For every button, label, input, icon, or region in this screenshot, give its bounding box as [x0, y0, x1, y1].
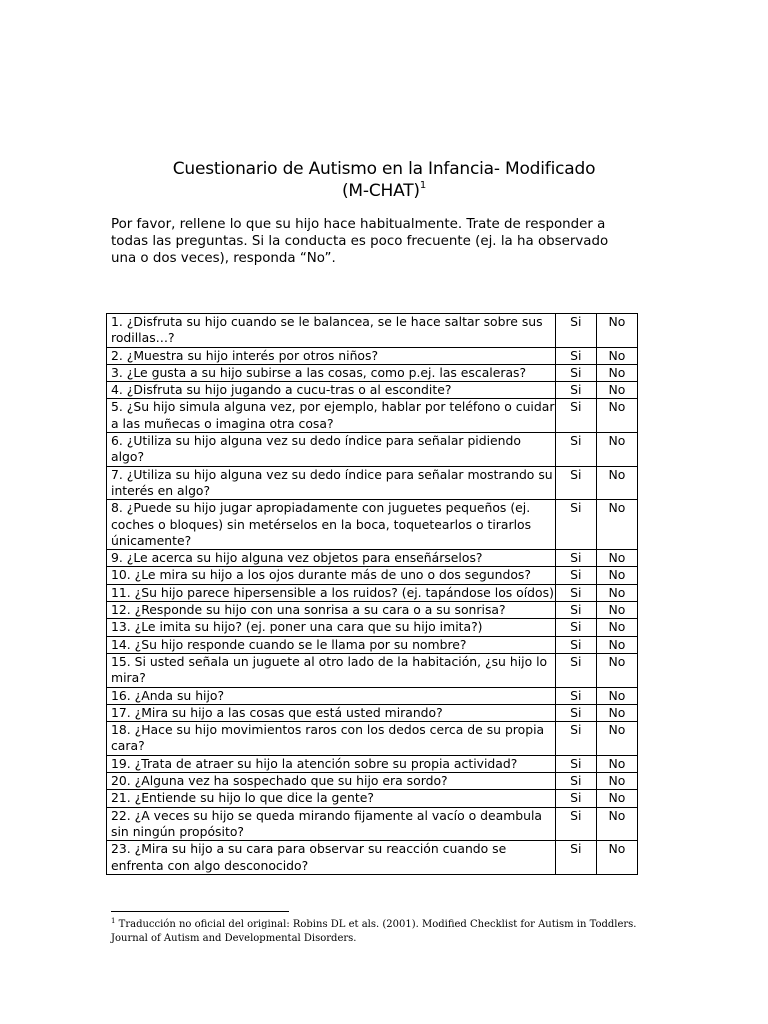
answer-no-option[interactable]: No: [596, 755, 637, 772]
answer-no-option[interactable]: No: [596, 550, 637, 567]
question-row: [107, 433, 638, 467]
answer-yes-option[interactable]: Si: [555, 550, 596, 567]
answer-no-option[interactable]: No: [596, 687, 637, 704]
answer-no-option[interactable]: No: [596, 382, 637, 399]
question-text: 13. ¿Le imita su hijo? (ej. poner una cara que su hijo imita?): [107, 619, 556, 636]
answer-yes-option[interactable]: Si: [555, 567, 596, 584]
question-text: 18. ¿Hace su hijo movimientos raros con los dedos cerca de su propia cara?: [107, 722, 556, 756]
answer-no-option[interactable]: No: [596, 364, 637, 381]
answer-yes-option[interactable]: Si: [555, 790, 596, 807]
question-row: [107, 466, 638, 500]
answer-yes-option[interactable]: Si: [555, 500, 596, 550]
answer-no-option[interactable]: No: [596, 347, 637, 364]
answer-yes-option[interactable]: Si: [555, 466, 596, 500]
answer-yes-option[interactable]: Si: [555, 807, 596, 841]
question-row: [107, 567, 638, 584]
question-row: [107, 755, 638, 772]
question-text: 2. ¿Muestra su hijo interés por otros niños?: [107, 347, 556, 364]
question-row: [107, 653, 638, 687]
answer-no-option[interactable]: No: [596, 773, 637, 790]
answer-no-option[interactable]: No: [596, 704, 637, 721]
title-line-2: [0, 180, 768, 202]
question-text: 12. ¿Responde su hijo con una sonrisa a su cara o a su sonrisa?: [107, 602, 556, 619]
answer-yes-option[interactable]: Si: [555, 687, 596, 704]
answer-yes-option[interactable]: Si: [555, 382, 596, 399]
question-text: 16. ¿Anda su hijo?: [107, 687, 556, 704]
footnote-divider: [111, 911, 289, 912]
question-row: [107, 347, 638, 364]
question-text: 5. ¿Su hijo simula alguna vez, por ejemplo, hablar por teléfono o cuidar a las muñecas o imagina otra cosa?: [107, 399, 556, 433]
instructions: Por favor, rellene lo que su hijo hace habitualmente. Trate de responder a todas las preguntas. Si la conducta es poco frecuente (ej. la ha observado una o dos veces), responda “No”.: [111, 217, 609, 266]
questionnaire-body: [107, 314, 638, 875]
answer-yes-option[interactable]: Si: [555, 722, 596, 756]
answer-yes-option[interactable]: Si: [555, 773, 596, 790]
question-text: 8. ¿Puede su hijo jugar apropiadamente con juguetes pequeños (ej. coches o bloques) sin metérselos en la boca, toquetearlos o tirarlos únicamente?: [107, 500, 556, 550]
answer-no-option[interactable]: No: [596, 653, 637, 687]
answer-no-option[interactable]: No: [596, 314, 637, 348]
answer-yes-option[interactable]: Si: [555, 584, 596, 601]
question-text: 10. ¿Le mira su hijo a los ojos durante más de uno o dos segundos?: [107, 567, 556, 584]
footnote-ref: 1: [111, 917, 116, 925]
question-row: [107, 619, 638, 636]
answer-no-option[interactable]: No: [596, 567, 637, 584]
question-row: [107, 687, 638, 704]
question-row: [107, 722, 638, 756]
footnote-marker: 1: [419, 180, 426, 191]
question-row: [107, 364, 638, 381]
answer-yes-option[interactable]: Si: [555, 755, 596, 772]
answer-no-option[interactable]: No: [596, 790, 637, 807]
answer-yes-option[interactable]: Si: [555, 602, 596, 619]
question-row: [107, 550, 638, 567]
answer-no-option[interactable]: No: [596, 722, 637, 756]
answer-yes-option[interactable]: Si: [555, 636, 596, 653]
question-row: [107, 382, 638, 399]
question-row: [107, 773, 638, 790]
answer-yes-option[interactable]: Si: [555, 841, 596, 875]
question-text: 7. ¿Utiliza su hijo alguna vez su dedo índice para señalar mostrando su interés en algo?: [107, 466, 556, 500]
answer-yes-option[interactable]: Si: [555, 433, 596, 467]
answer-no-option[interactable]: No: [596, 466, 637, 500]
title-acronym: (M-CHAT): [342, 181, 420, 201]
question-row: [107, 399, 638, 433]
answer-yes-option[interactable]: Si: [555, 399, 596, 433]
question-row: [107, 636, 638, 653]
questionnaire-table: [106, 313, 638, 875]
question-text: 6. ¿Utiliza su hijo alguna vez su dedo índice para señalar pidiendo algo?: [107, 433, 556, 467]
answer-yes-option[interactable]: Si: [555, 364, 596, 381]
answer-yes-option[interactable]: Si: [555, 704, 596, 721]
title-line-1: Cuestionario de Autismo en la Infancia- Modificado: [172, 159, 596, 179]
footnote-text: Traducción no oficial del original: Robins DL et als. (2001). Modified Checklist for Autism in Toddlers. Journal of Autism and Developmental Disorders.: [111, 919, 637, 944]
page-title: [0, 158, 768, 202]
question-row: [107, 314, 638, 348]
answer-no-option[interactable]: No: [596, 433, 637, 467]
question-text: 1. ¿Disfruta su hijo cuando se le balancea, se le hace saltar sobre sus rodillas…?: [107, 314, 556, 348]
question-row: [107, 790, 638, 807]
question-text: 9. ¿Le acerca su hijo alguna vez objetos para enseñárselos?: [107, 550, 556, 567]
question-row: [107, 584, 638, 601]
question-text: 3. ¿Le gusta a su hijo subirse a las cosas, como p.ej. las escaleras?: [107, 364, 556, 381]
question-row: [107, 704, 638, 721]
answer-yes-option[interactable]: Si: [555, 653, 596, 687]
answer-yes-option[interactable]: Si: [555, 347, 596, 364]
question-row: [107, 841, 638, 875]
question-text: 23. ¿Mira su hijo a su cara para observar su reacción cuando se enfrenta con algo desconocido?: [107, 841, 556, 875]
question-text: 17. ¿Mira su hijo a las cosas que está usted mirando?: [107, 704, 556, 721]
answer-no-option[interactable]: No: [596, 399, 637, 433]
question-row: [107, 807, 638, 841]
answer-no-option[interactable]: No: [596, 500, 637, 550]
answer-no-option[interactable]: No: [596, 619, 637, 636]
answer-no-option[interactable]: No: [596, 584, 637, 601]
answer-no-option[interactable]: No: [596, 807, 637, 841]
answer-no-option[interactable]: No: [596, 841, 637, 875]
answer-no-option[interactable]: No: [596, 636, 637, 653]
answer-yes-option[interactable]: Si: [555, 314, 596, 348]
question-text: 15. Si usted señala un juguete al otro lado de la habitación, ¿su hijo lo mira?: [107, 653, 556, 687]
question-text: 19. ¿Trata de atraer su hijo la atención sobre su propia actividad?: [107, 755, 556, 772]
question-row: [107, 602, 638, 619]
question-text: 4. ¿Disfruta su hijo jugando a cucu-tras o al escondite?: [107, 382, 556, 399]
question-text: 11. ¿Su hijo parece hipersensible a los ruidos? (ej. tapándose los oídos): [107, 584, 556, 601]
answer-yes-option[interactable]: Si: [555, 619, 596, 636]
question-text: 22. ¿A veces su hijo se queda mirando fijamente al vacío o deambula sin ningún propósito?: [107, 807, 556, 841]
answer-no-option[interactable]: No: [596, 602, 637, 619]
footnote: [111, 918, 651, 946]
question-text: 14. ¿Su hijo responde cuando se le llama por su nombre?: [107, 636, 556, 653]
question-text: 21. ¿Entiende su hijo lo que dice la gente?: [107, 790, 556, 807]
question-row: [107, 500, 638, 550]
question-text: 20. ¿Alguna vez ha sospechado que su hijo era sordo?: [107, 773, 556, 790]
